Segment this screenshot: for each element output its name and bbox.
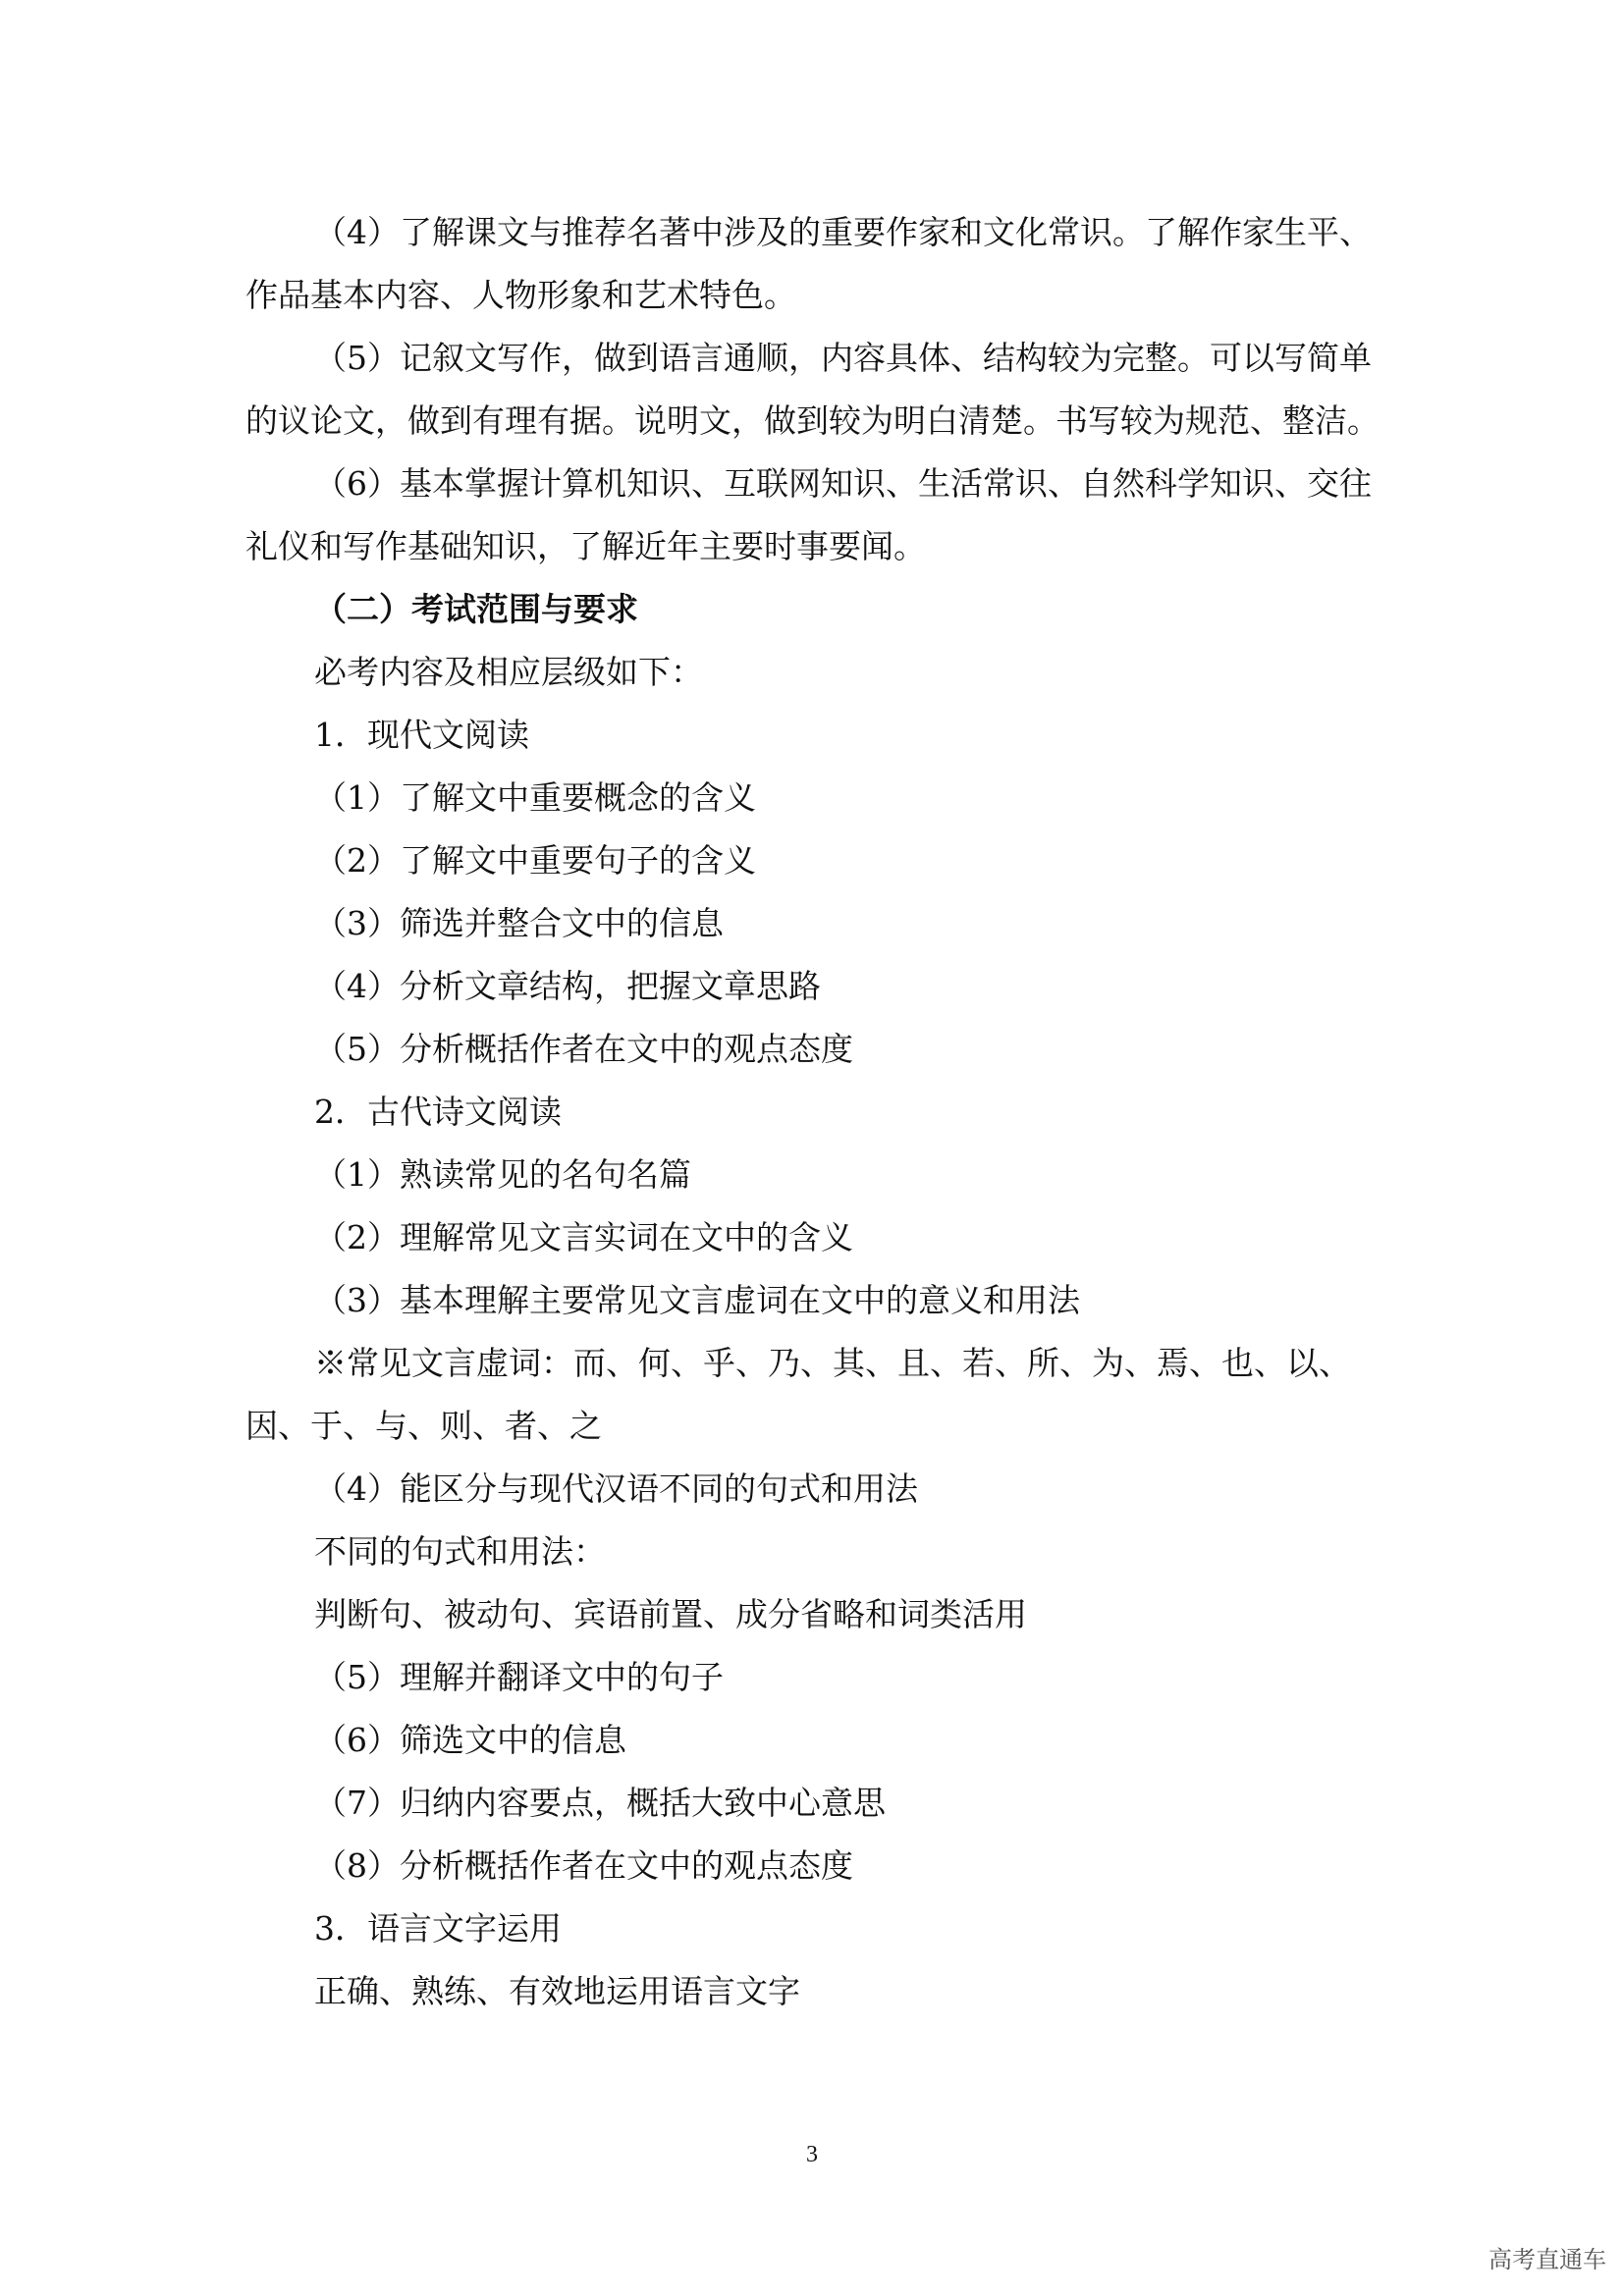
list-item: （1）了解文中重要概念的含义 — [314, 778, 756, 817]
list-item: （5）理解并翻译文中的句子 — [314, 1658, 724, 1696]
list-item: （5）分析概括作者在文中的观点态度 — [314, 1030, 853, 1068]
paragraph-2: （5）记叙文写作，做到语言通顺，内容具体、结构较为完整。可以写简单的议论文，做到有理有据。说明文，做到较为明白清楚。书写较为规范、整洁。 — [245, 339, 1380, 440]
paragraph-3: （6）基本掌握计算机知识、互联网知识、生活常识、自然科学知识、交往礼仪和写作基础知识，了解近年主要时事要闻。 — [245, 464, 1372, 565]
list-heading-2: 2．古代诗文阅读 — [314, 1093, 562, 1131]
list-heading-3: 3．语言文字运用 — [314, 1909, 562, 1948]
list-item: （4）能区分与现代汉语不同的句式和用法 — [314, 1469, 918, 1508]
page-number: 3 — [806, 2142, 818, 2167]
list-item: （8）分析概括作者在文中的观点态度 — [314, 1846, 853, 1885]
list-item: （1）熟读常见的名句名篇 — [314, 1155, 691, 1194]
list-item: （2）理解常见文言实词在文中的含义 — [314, 1218, 853, 1256]
list-item: （6）筛选文中的信息 — [314, 1721, 626, 1759]
list-item: （3）基本理解主要常见文言虚词在文中的意义和用法 — [314, 1281, 1080, 1319]
note-paragraph: ※常见文言虚词：而、何、乎、乃、其、且、若、所、为、焉、也、以、因、于、与、则、者、之 — [245, 1344, 1351, 1445]
section-heading: （二）考试范围与要求 — [314, 590, 638, 628]
paragraph-1: （4）了解课文与推荐名著中涉及的重要作家和文化常识。了解作家生平、作品基本内容、人物形象和艺术特色。 — [245, 213, 1372, 314]
watermark-logo: 高考直通车 — [1489, 2246, 1606, 2273]
sub-label: 不同的句式和用法： — [314, 1532, 606, 1571]
list-heading-1: 1．现代文阅读 — [314, 716, 529, 754]
list-item: （2）了解文中重要句子的含义 — [314, 841, 756, 880]
list-item: （7）归纳内容要点，概括大致中心意思 — [314, 1784, 886, 1822]
list-item: 正确、熟练、有效地运用语言文字 — [314, 1972, 800, 2010]
sub-content: 判断句、被动句、宾语前置、成分省略和词类活用 — [314, 1595, 1027, 1633]
list-item: （3）筛选并整合文中的信息 — [314, 904, 724, 942]
page-content — [245, 201, 1389, 2023]
list-item: （4）分析文章结构，把握文章思路 — [314, 967, 821, 1005]
paragraph-intro: 必考内容及相应层级如下： — [314, 653, 703, 691]
